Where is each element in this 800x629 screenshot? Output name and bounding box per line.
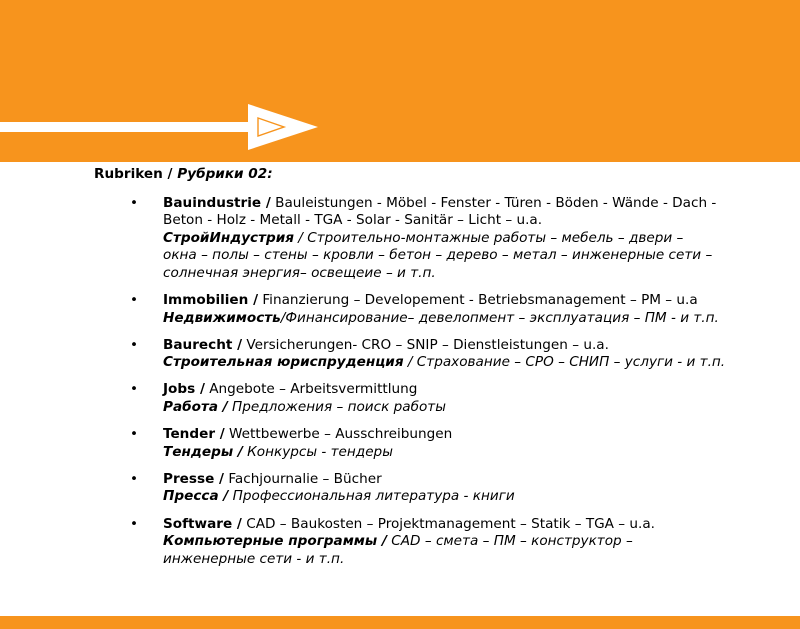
rubric-title-de: Presse / bbox=[163, 470, 224, 487]
rubric-text-ru: Конкурсы - тендеры bbox=[242, 443, 393, 460]
footer-bar bbox=[0, 616, 800, 629]
list-item bbox=[94, 516, 794, 569]
rubric-title-ru: Компьютерные программы / bbox=[163, 533, 387, 550]
rubric-title-ru: Строительная юриспруденция bbox=[163, 354, 404, 371]
rubric-text-de: Wettbewerbe – Ausschreibungen bbox=[224, 426, 453, 443]
bullet-icon: • bbox=[130, 194, 139, 211]
rubric-title-de: Software / bbox=[163, 515, 242, 532]
rubric-text-ru: инженерные сети - и т.п. bbox=[163, 550, 345, 567]
rubric-text-ru: /Финансирование– девелопмент – эксплуатация – ПМ - и т.п. bbox=[280, 309, 719, 326]
rubric-text-ru: Профессиональная литература - книги bbox=[228, 488, 515, 505]
rubric-title-de: Tender / bbox=[163, 426, 225, 443]
rubric-title-de: Immobilien / bbox=[163, 292, 259, 309]
rubric-text-de: Fachjournalie – Bücher bbox=[224, 470, 382, 487]
bullet-icon: • bbox=[130, 470, 139, 487]
rubric-text-de: Versicherungen- CRO – SNIP – Dienstleistungen – u.a. bbox=[242, 336, 609, 353]
rubric-text-ru: / Страхование – СРО – СНИП – услуги - и т.п. bbox=[403, 354, 726, 371]
rubric-text-ru: Предложения – поиск работы bbox=[227, 399, 446, 416]
rubric-text-ru: / Строительно-монтажные работы – мебель – двери – bbox=[293, 229, 684, 246]
rubric-title-de: Baurecht / bbox=[163, 336, 243, 353]
list-item bbox=[94, 381, 794, 416]
rubrics-list bbox=[94, 195, 794, 569]
rubric-text-ru: окна – полы – стены – кровли – бетон – дерево – метал – инженерные сети – bbox=[163, 247, 713, 264]
heading-de: Rubriken / bbox=[94, 166, 173, 182]
rubric-text-de: Finanzierung – Developement - Betriebsmanagement – PM – u.a bbox=[258, 292, 698, 309]
rubric-text-de: Angebote – Arbeitsvermittlung bbox=[204, 381, 418, 398]
bullet-icon: • bbox=[130, 515, 139, 532]
rubric-text-ru: солнечная энергия– освещеие – и т.п. bbox=[163, 264, 436, 281]
rubric-title-ru: Работа / bbox=[163, 399, 228, 416]
list-item bbox=[94, 426, 794, 461]
bullet-icon: • bbox=[130, 381, 139, 398]
rubric-title-de: Bauindustrie / bbox=[163, 194, 271, 211]
rubric-title-ru: Недвижимость bbox=[163, 309, 281, 326]
right-arrow-icon bbox=[0, 96, 330, 176]
bullet-icon: • bbox=[130, 426, 139, 443]
page-title bbox=[94, 166, 794, 184]
rubrics-content bbox=[94, 166, 794, 578]
list-item bbox=[94, 471, 794, 506]
list-item bbox=[94, 292, 794, 327]
rubric-title-ru: Пресса / bbox=[163, 488, 229, 505]
rubric-title-ru: Тендеры / bbox=[163, 443, 243, 460]
bullet-icon: • bbox=[130, 292, 139, 309]
rubric-text-de: CAD – Baukosten – Projektmanagement – Statik – TGA – u.a. bbox=[241, 515, 656, 532]
rubric-text-ru: CAD – смета – ПМ – конструктор – bbox=[386, 533, 633, 550]
rubric-text-de: Bauleistungen - Möbel - Fenster - Türen - Böden - Wände - Dach - bbox=[270, 194, 717, 211]
rubric-title-ru: СтройИндустрия bbox=[163, 229, 294, 246]
rubric-title-de: Jobs / bbox=[163, 381, 205, 398]
bullet-icon: • bbox=[130, 336, 139, 353]
rubric-text-de: Beton - Holz - Metall - TGA - Solar - Sanitär – Licht – u.a. bbox=[163, 212, 543, 229]
list-item bbox=[94, 195, 794, 283]
list-item bbox=[94, 337, 794, 372]
heading-ru: Рубрики 02: bbox=[177, 166, 273, 182]
